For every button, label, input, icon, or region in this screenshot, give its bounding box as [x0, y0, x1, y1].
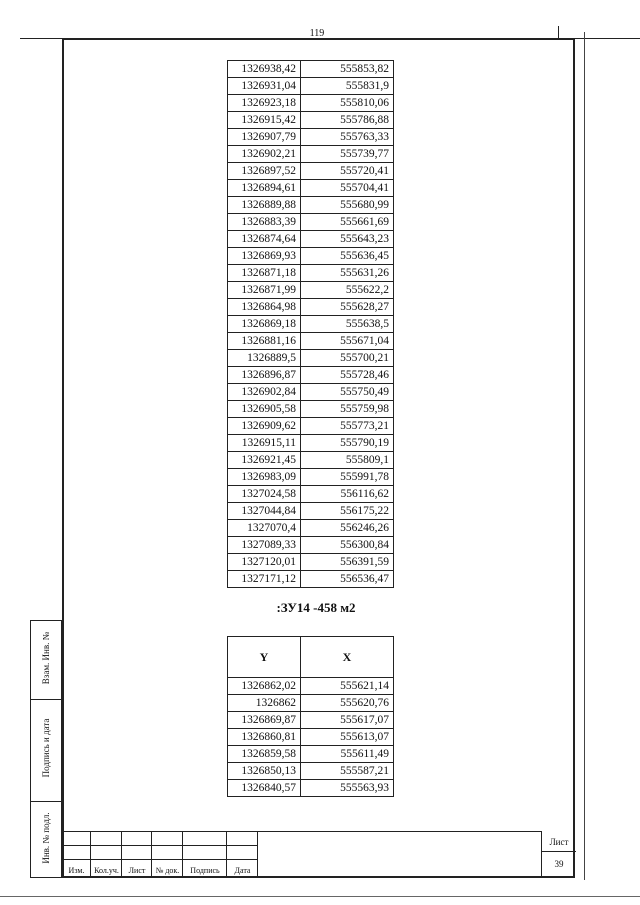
cell-y: 1327120,01: [228, 554, 301, 571]
cell-x: 555720,41: [301, 163, 394, 180]
table-row: [228, 678, 394, 695]
table-row: [228, 299, 394, 316]
cell-x: 556391,59: [301, 554, 394, 571]
sheet-number: 39: [554, 859, 564, 869]
table-row: [228, 469, 394, 486]
cell-x: 555739,77: [301, 146, 394, 163]
side-label-podpis: Подпись и дата: [41, 718, 51, 778]
cell-y: 1326915,42: [228, 112, 301, 129]
side-label-inv: Инв. № подл.: [41, 812, 51, 864]
cell-x: 555763,33: [301, 129, 394, 146]
table-row: [228, 146, 394, 163]
stamp-label-izm: Изм.: [68, 866, 85, 875]
cell-x: 555728,46: [301, 367, 394, 384]
table-row: [228, 384, 394, 401]
cell-y: 1326921,45: [228, 452, 301, 469]
cell-y: 1326931,04: [228, 78, 301, 95]
table-row: [228, 78, 394, 95]
table-row: [228, 61, 394, 78]
cell-x: 555790,19: [301, 435, 394, 452]
table-row: [228, 746, 394, 763]
cell-x: 555621,14: [301, 678, 394, 695]
sheet-divider: [542, 851, 576, 852]
cell-y: 1326874,64: [228, 231, 301, 248]
sheet-label: Лист: [549, 837, 569, 847]
table-row: [228, 695, 394, 712]
cell-y: 1326983,09: [228, 469, 301, 486]
stamp-label-kol: Кол.уч.: [94, 866, 119, 875]
table-row: [228, 452, 394, 469]
cell-y: 1326859,58: [228, 746, 301, 763]
cell-x: 555991,78: [301, 469, 394, 486]
table-row: [228, 231, 394, 248]
cell-y: 1326862,02: [228, 678, 301, 695]
cell-y: 1327024,58: [228, 486, 301, 503]
right-margin-line: [584, 32, 585, 880]
table-row: [228, 282, 394, 299]
stamp-label-doc: № док.: [155, 866, 180, 875]
table-row: [228, 712, 394, 729]
cell-y: 1326869,18: [228, 316, 301, 333]
cell-y: 1326896,87: [228, 367, 301, 384]
table-row: [228, 248, 394, 265]
cell-y: 1326923,18: [228, 95, 301, 112]
table-row: [228, 316, 394, 333]
table-row: [228, 486, 394, 503]
cell-y: 1327044,84: [228, 503, 301, 520]
bottom-border-line: [0, 896, 640, 897]
cell-y: 1327070,4: [228, 520, 301, 537]
cell-x: 555636,45: [301, 248, 394, 265]
cell-x: 555853,82: [301, 61, 394, 78]
cell-x: 555773,21: [301, 418, 394, 435]
cell-x: 555613,07: [301, 729, 394, 746]
cell-y: 1326860,81: [228, 729, 301, 746]
cell-y: 1326881,16: [228, 333, 301, 350]
cell-y: 1326850,13: [228, 763, 301, 780]
cell-y: 1326871,99: [228, 282, 301, 299]
table-row: [228, 129, 394, 146]
cell-x: 556536,47: [301, 571, 394, 588]
cell-x: 555617,07: [301, 712, 394, 729]
cell-y: 1326869,87: [228, 712, 301, 729]
column-header-x: X: [301, 637, 394, 678]
cell-x: 555631,26: [301, 265, 394, 282]
table-row: [228, 503, 394, 520]
table-row: [228, 367, 394, 384]
cell-x: 555704,41: [301, 180, 394, 197]
cell-x: 555638,5: [301, 316, 394, 333]
table-row: [228, 537, 394, 554]
table-row: [228, 780, 394, 797]
table-row: [228, 265, 394, 282]
table-row: [228, 95, 394, 112]
cell-y: 1326894,61: [228, 180, 301, 197]
table-row: [228, 554, 394, 571]
cell-y: 1327171,12: [228, 571, 301, 588]
cell-y: 1326883,39: [228, 214, 301, 231]
side-label-vzam: Взам. Инв. №: [41, 631, 51, 685]
cell-x: 555759,98: [301, 401, 394, 418]
coordinates-table-2: [227, 636, 394, 797]
cell-x: 556300,84: [301, 537, 394, 554]
cell-y: 1326871,18: [228, 265, 301, 282]
cell-x: 555831,9: [301, 78, 394, 95]
stamp-label-sign: Подпись: [190, 866, 220, 875]
coordinates-table-1: [227, 60, 394, 588]
page-number: 119: [309, 28, 325, 39]
table-row: [228, 333, 394, 350]
cell-x: 555750,49: [301, 384, 394, 401]
cell-x: 555620,76: [301, 695, 394, 712]
table-row: [228, 350, 394, 367]
table-row: [228, 763, 394, 780]
cell-x: 555671,04: [301, 333, 394, 350]
cell-y: 1326902,84: [228, 384, 301, 401]
sheet-number-box: [541, 831, 575, 878]
cell-x: 555611,49: [301, 746, 394, 763]
cell-y: 1326909,62: [228, 418, 301, 435]
cell-y: 1326905,58: [228, 401, 301, 418]
cell-x: 555622,2: [301, 282, 394, 299]
cell-x: 556175,22: [301, 503, 394, 520]
cell-y: 1326840,57: [228, 780, 301, 797]
cell-x: 555563,93: [301, 780, 394, 797]
cell-x: 555643,23: [301, 231, 394, 248]
cell-x: 555680,99: [301, 197, 394, 214]
side-cell-vzam: [31, 621, 61, 700]
cell-y: 1326902,21: [228, 146, 301, 163]
cell-x: 555700,21: [301, 350, 394, 367]
table-row: [228, 520, 394, 537]
cell-x: 555628,27: [301, 299, 394, 316]
cell-x: 555809,1: [301, 452, 394, 469]
cell-x: 555587,21: [301, 763, 394, 780]
table-header-row: [228, 637, 394, 678]
cell-y: 1327089,33: [228, 537, 301, 554]
table-row: [228, 197, 394, 214]
table-row: [228, 571, 394, 588]
side-cell-podpis: [31, 699, 61, 802]
column-header-y: Y: [228, 637, 301, 678]
title-block: [62, 831, 575, 878]
stamp-label-list: Лист: [128, 866, 146, 875]
table-row: [228, 163, 394, 180]
table-row: [228, 435, 394, 452]
cell-y: 1326889,88: [228, 197, 301, 214]
table-row: [228, 214, 394, 231]
corner-tick: [558, 26, 585, 38]
cell-x: 555661,69: [301, 214, 394, 231]
cell-x: 556246,26: [301, 520, 394, 537]
cell-y: 1326889,5: [228, 350, 301, 367]
cell-y: 1326862: [228, 695, 301, 712]
table-row: [228, 418, 394, 435]
table-row: [228, 112, 394, 129]
cell-y: 1326907,79: [228, 129, 301, 146]
stamp-label-date: Дата: [234, 866, 251, 875]
side-stamp-strip: [30, 620, 62, 878]
table-row: [228, 729, 394, 746]
cell-y: 1326897,52: [228, 163, 301, 180]
cell-y: 1326915,11: [228, 435, 301, 452]
cell-x: 555810,06: [301, 95, 394, 112]
section-title: :ЗУ14 -458 м2: [276, 600, 356, 615]
cell-x: 556116,62: [301, 486, 394, 503]
side-cell-inv: [31, 801, 61, 877]
table-row: [228, 401, 394, 418]
cell-y: 1326938,42: [228, 61, 301, 78]
cell-y: 1326869,93: [228, 248, 301, 265]
table-row: [228, 180, 394, 197]
cell-x: 555786,88: [301, 112, 394, 129]
cell-y: 1326864,98: [228, 299, 301, 316]
